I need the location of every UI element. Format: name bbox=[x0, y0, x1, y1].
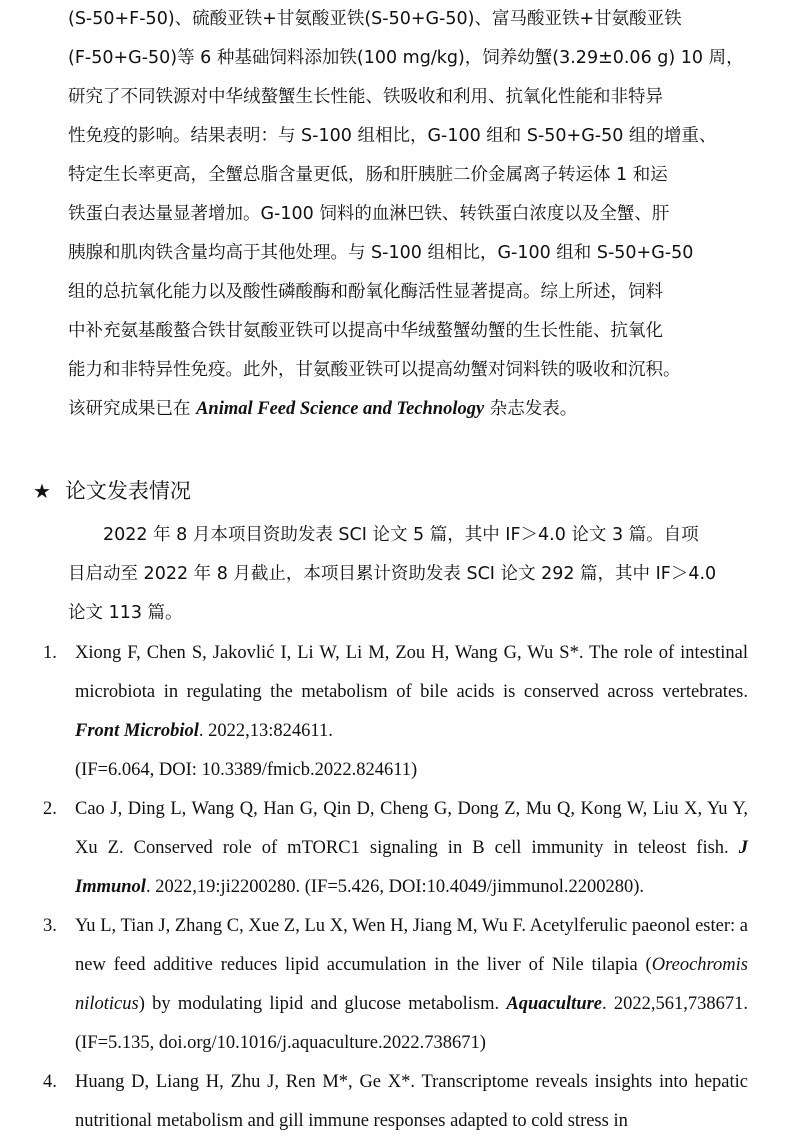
section-heading bbox=[33, 473, 191, 509]
summary-line: 性免疫的影响。结果表明：与 S-100 组相比，G-100 组和 S-50+G-50 组的增重、 bbox=[68, 126, 717, 146]
summary-line: 特定生长率更高，全蟹总脂含量更低，肠和肝胰脏二价金属离子转运体 1 和运 bbox=[68, 165, 668, 185]
reference-doi: (IF=6.064, DOI: 10.3389/fmicb.2022.824611) bbox=[75, 760, 418, 780]
summary-line: 胰腺和肌肉铁含量均高于其他处理。与 S-100 组相比，G-100 组和 S-50+G-50 bbox=[68, 243, 694, 263]
reference-item bbox=[0, 790, 748, 907]
star-icon: ★ bbox=[33, 479, 51, 503]
journal-name: Animal Feed Science and Technology bbox=[196, 399, 485, 419]
reference-item bbox=[0, 634, 748, 790]
reference-number: 4. bbox=[43, 1072, 57, 1092]
reference-list bbox=[0, 634, 800, 1141]
reference-text: Xiong F, Chen S, Jakovlić I, Li W, Li M, Zou H, Wang G, Wu S*. The role of intestinal microbiota in regulating the metabolism of bile acids is conserved across vertebrates. Front Microbiol. 2022,13:824611. bbox=[75, 643, 748, 741]
journal-name: Front Microbiol bbox=[75, 721, 199, 741]
reference-item bbox=[0, 907, 748, 1063]
section-title: 论文发表情况 bbox=[64, 479, 191, 503]
journal-name: Aquaculture bbox=[506, 994, 603, 1014]
reference-text: Huang D, Liang H, Zhu J, Ren M*, Ge X*. Transcriptome reveals insights into hepatic nutritional metabolism and gill immune responses adapted to cold stress in bbox=[75, 1072, 748, 1131]
summary-paragraph bbox=[68, 0, 748, 429]
reference-number: 3. bbox=[43, 916, 57, 936]
intro-line: 论文 113 篇。 bbox=[68, 603, 183, 623]
summary-line: 中补充氨基酸螯合铁甘氨酸亚铁可以提高中华绒螯蟹幼蟹的生长性能、抗氧化 bbox=[68, 321, 663, 341]
intro-line: 2022 年 8 月本项目资助发表 SCI 论文 5 篇，其中 IF＞4.0 论文 3 篇。自项 bbox=[103, 525, 699, 545]
summary-line: (F-50+G-50)等 6 种基础饲料添加铁(100 mg/kg)，饲养幼蟹(3.29±0.06 g) 10 周， bbox=[68, 48, 744, 68]
reference-item bbox=[0, 1063, 748, 1141]
summary-line: (S-50+F-50)、硫酸亚铁+甘氨酸亚铁(S-50+G-50)、富马酸亚铁+甘氨酸亚铁 bbox=[68, 9, 682, 29]
species-name: Oreochromis niloticus bbox=[75, 955, 748, 1014]
summary-line: 铁蛋白表达量显著增加。G-100 饲料的血淋巴铁、转铁蛋白浓度以及全蟹、肝 bbox=[68, 204, 670, 224]
reference-text: Cao J, Ding L, Wang Q, Han G, Qin D, Cheng G, Dong Z, Mu Q, Kong W, Liu X, Yu Y, Xu Z. Conserved role of mTORC1 signaling in B cell immunity in teleost fish. J Immunol. 2022,19:ji2200280. (IF=5.426, DOI:10.4049/jimmunol.2200280). bbox=[75, 799, 748, 897]
intro-line: 目启动至 2022 年 8 月截止，本项目累计资助发表 SCI 论文 292 篇，其中 IF＞4.0 bbox=[68, 564, 717, 584]
summary-line bbox=[68, 390, 748, 429]
journal-name: J Immunol bbox=[75, 838, 748, 897]
summary-line: 能力和非特异性免疫。此外，甘氨酸亚铁可以提高幼蟹对饲料铁的吸收和沉积。 bbox=[68, 360, 681, 380]
summary-text: 杂志发表。 bbox=[484, 399, 578, 419]
summary-line: 研究了不同铁源对中华绒螯蟹生长性能、铁吸收和利用、抗氧化性能和非特异 bbox=[68, 87, 663, 107]
intro-paragraph bbox=[68, 516, 748, 633]
reference-number: 1. bbox=[43, 643, 57, 663]
reference-number: 2. bbox=[43, 799, 57, 819]
summary-line: 组的总抗氧化能力以及酸性磷酸酶和酚氧化酶活性显著提高。综上所述，饲料 bbox=[68, 282, 663, 302]
summary-text: 该研究成果已在 bbox=[68, 399, 197, 419]
reference-text: Yu L, Tian J, Zhang C, Xue Z, Lu X, Wen H, Jiang M, Wu F. Acetylferulic paeonol ester: a new feed additive reduces lipid accumulation in the liver of Nile tilapia (Oreochromis niloticus) by modulating lipid and glucose metabolism. Aquaculture. 2022,561,738671. (IF=5.135, doi.org/10.1016/j.aquaculture.2022.738671) bbox=[75, 916, 748, 1053]
